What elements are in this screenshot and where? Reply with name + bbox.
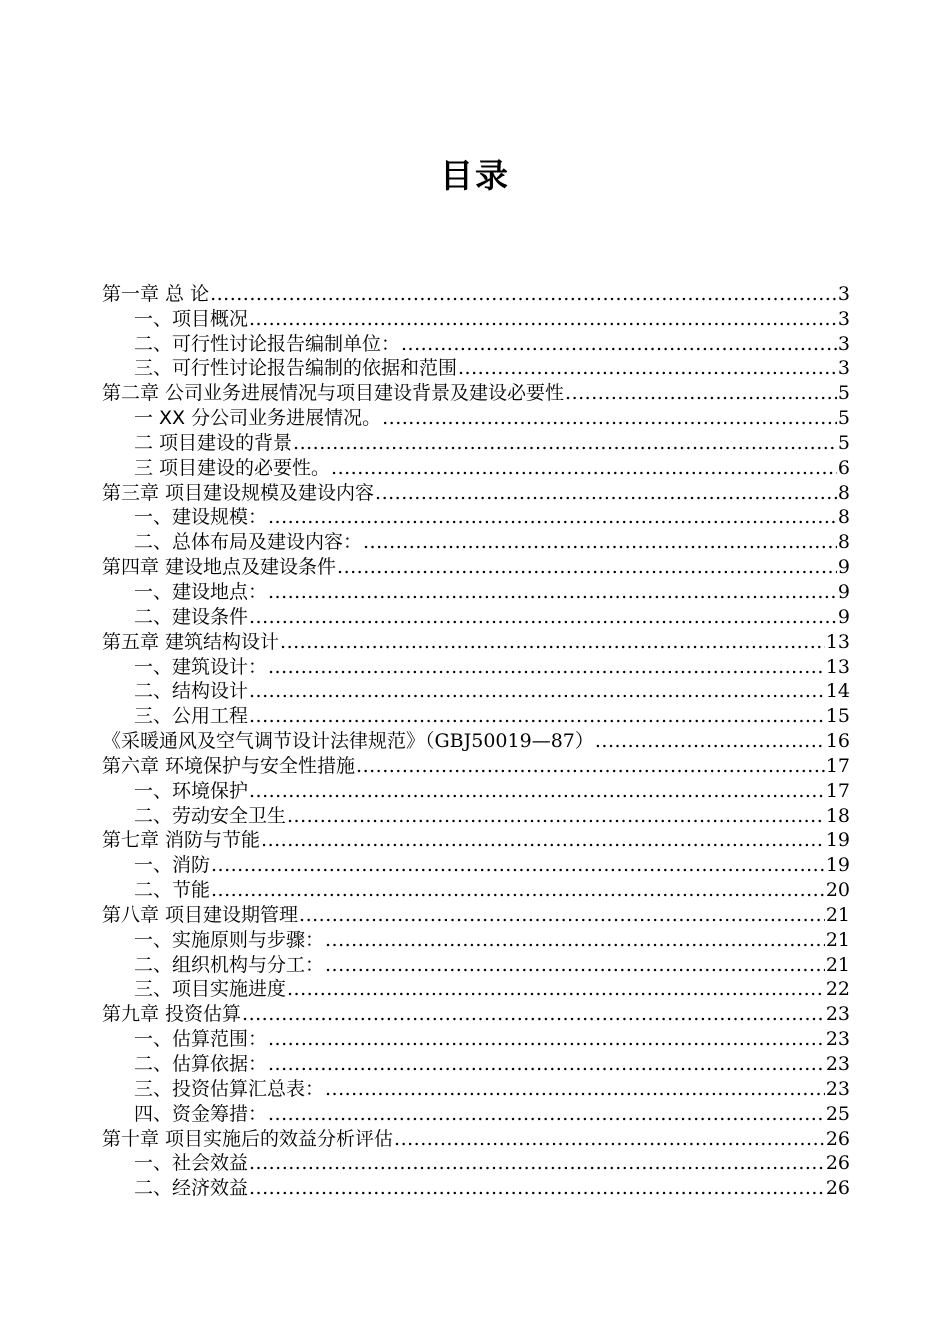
toc-entry-label: 三、投资估算汇总表：	[134, 1077, 325, 1100]
toc-entry-page-number: 19	[825, 829, 850, 852]
toc-entry-page-number: 8	[837, 481, 850, 504]
toc-entry-label: 第二章 公司业务进展情况与项目建设背景及建设必要性	[102, 382, 565, 405]
toc-chapter-entry[interactable]	[102, 901, 850, 926]
toc-entry-page-number: 17	[825, 779, 850, 802]
dot-leader	[242, 1003, 825, 1025]
toc-section-entry[interactable]	[102, 603, 850, 628]
dot-leader	[337, 556, 837, 578]
toc-entry-label: 第七章 消防与节能	[102, 829, 261, 852]
dot-leader	[325, 954, 825, 976]
toc-chapter-entry[interactable]	[102, 1125, 850, 1150]
toc-entry-label: 《采暖通风及空气调节设计法律规范》（GBJ50019—87）	[102, 730, 594, 753]
toc-entry-page-number: 8	[837, 506, 850, 529]
toc-entry-label: 第八章 项目建设期管理	[102, 903, 299, 926]
toc-entry-page-number: 17	[825, 754, 850, 777]
toc-entry-page-number: 14	[825, 680, 850, 703]
dot-leader	[293, 432, 837, 454]
toc-entry-label: 一、建设规模：	[134, 506, 268, 529]
toc-section-entry[interactable]	[102, 653, 850, 678]
toc-section-entry[interactable]	[102, 528, 850, 553]
toc-entry-page-number: 23	[825, 1077, 850, 1100]
toc-entry-page-number: 5	[837, 382, 850, 405]
toc-entry-label: 二、总体布局及建设内容：	[134, 531, 363, 554]
toc-entry-page-number: 25	[825, 1102, 850, 1125]
toc-entry-label: 二、估算依据：	[134, 1053, 268, 1075]
toc-section-entry[interactable]	[102, 330, 850, 355]
dot-leader	[261, 829, 825, 851]
toc-section-entry[interactable]	[102, 429, 850, 454]
dot-leader	[280, 631, 825, 653]
toc-entry-label: 第六章 环境保护与安全性措施	[102, 754, 356, 777]
dot-leader	[268, 506, 837, 528]
toc-entry-label: 第四章 建设地点及建设条件	[102, 556, 337, 579]
toc-section-entry[interactable]	[102, 1025, 850, 1050]
dot-leader	[356, 755, 825, 777]
toc-entry-label: 第一章 总 论	[102, 282, 210, 305]
dot-leader	[287, 978, 825, 1000]
toc-chapter-entry[interactable]	[102, 553, 850, 578]
toc-entry-page-number: 3	[837, 282, 850, 305]
toc-entry-page-number: 21	[825, 903, 850, 926]
toc-entry-label: 第三章 项目建设规模及建设内容	[102, 481, 375, 504]
toc-entry-page-number: 23	[825, 1003, 850, 1026]
toc-entry-page-number: 3	[837, 357, 850, 380]
toc-section-entry[interactable]	[102, 1174, 850, 1199]
toc-section-entry[interactable]	[102, 926, 850, 951]
toc-entry-label: 一、建设地点：	[134, 580, 268, 603]
toc-entry-page-number: 6	[837, 456, 850, 479]
dot-leader	[249, 705, 825, 727]
toc-chapter-entry[interactable]	[102, 752, 850, 777]
dot-leader	[268, 656, 825, 678]
toc-entry-label: 二、结构设计	[134, 680, 249, 703]
toc-section-entry[interactable]	[102, 454, 850, 479]
dot-leader	[249, 606, 837, 628]
toc-entry-page-number: 13	[825, 630, 850, 653]
toc-entry-label: 四、资金筹措：	[134, 1102, 268, 1125]
toc-section-entry[interactable]	[102, 976, 850, 1001]
toc-entry-label: 三、公用工程	[134, 705, 249, 728]
dot-leader	[401, 333, 837, 355]
toc-entry-label: 二、劳动安全卫生	[134, 804, 287, 827]
toc-section-entry[interactable]	[102, 777, 850, 802]
toc-entry-page-number: 13	[825, 655, 850, 678]
toc-entry-page-number: 23	[825, 1053, 850, 1075]
toc-entry-label: 一、实施原则与步骤：	[134, 928, 325, 951]
toc-entry-page-number: 15	[825, 705, 850, 728]
dot-leader	[325, 929, 825, 951]
toc-chapter-entry[interactable]	[102, 1000, 850, 1025]
toc-entry-page-number: 3	[837, 332, 850, 355]
dot-leader	[211, 854, 825, 876]
toc-section-entry[interactable]	[102, 578, 850, 603]
toc-chapter-entry[interactable]	[102, 379, 850, 404]
toc-section-entry[interactable]	[102, 1150, 850, 1175]
toc-entry-page-number: 18	[825, 804, 850, 827]
toc-entry-page-number: 5	[837, 431, 850, 454]
toc-section-entry[interactable]	[102, 851, 850, 876]
toc-section-entry[interactable]	[102, 876, 850, 901]
toc-entry-page-number: 9	[837, 580, 850, 603]
toc-section-entry[interactable]	[102, 1050, 850, 1075]
toc-entry-label: 二、经济效益	[134, 1177, 249, 1200]
toc-entry-label: 一、项目概况	[134, 307, 249, 330]
dot-leader	[249, 1152, 825, 1174]
dot-leader	[299, 904, 825, 926]
toc-entry-label: 三 项目建设的必要性。	[134, 456, 331, 479]
toc-entry-page-number: 21	[825, 928, 850, 951]
dot-leader	[268, 1103, 825, 1125]
toc-entry-page-number: 3	[837, 307, 850, 330]
toc-section-entry[interactable]	[102, 1075, 850, 1100]
dot-leader	[268, 1053, 825, 1075]
dot-leader	[287, 805, 825, 827]
toc-section-entry[interactable]	[102, 1100, 850, 1125]
toc-chapter-entry[interactable]	[102, 280, 850, 305]
toc-section-entry[interactable]	[102, 355, 850, 380]
toc-chapter-entry[interactable]	[102, 727, 850, 752]
toc-section-entry[interactable]	[102, 702, 850, 727]
toc-entry-label: 二、节能	[134, 879, 211, 902]
toc-section-entry[interactable]	[102, 305, 850, 330]
toc-entry-label: 一 XX 分公司业务进展情况。	[134, 407, 382, 430]
toc-entry-page-number: 26	[825, 1152, 850, 1175]
dot-leader	[375, 482, 837, 504]
table-of-contents	[102, 280, 850, 1199]
dot-leader	[249, 1177, 825, 1199]
toc-entry-label: 三、可行性讨论报告编制的依据和范围	[134, 357, 458, 380]
toc-chapter-entry[interactable]	[102, 827, 850, 852]
toc-entry-page-number: 8	[837, 531, 850, 554]
toc-section-entry[interactable]	[102, 404, 850, 429]
toc-section-entry[interactable]	[102, 951, 850, 976]
toc-entry-page-number: 26	[825, 1127, 850, 1150]
toc-entry-page-number: 26	[825, 1177, 850, 1200]
toc-entry-label: 二、建设条件	[134, 605, 249, 628]
toc-entry-label: 一、建筑设计：	[134, 655, 268, 678]
toc-entry-label: 第五章 建筑结构设计	[102, 630, 280, 653]
toc-chapter-entry[interactable]	[102, 628, 850, 653]
dot-leader	[210, 283, 837, 305]
toc-entry-label: 第十章 项目实施后的效益分析评估	[102, 1127, 394, 1150]
dot-leader	[331, 457, 837, 479]
toc-entry-page-number: 9	[837, 605, 850, 628]
toc-entry-page-number: 19	[825, 854, 850, 877]
toc-entry-page-number: 9	[837, 556, 850, 579]
dot-leader	[268, 581, 837, 603]
toc-entry-page-number: 16	[825, 730, 850, 753]
toc-entry-page-number: 5	[837, 407, 850, 430]
dot-leader	[268, 1028, 825, 1050]
toc-entry-page-number: 23	[825, 1028, 850, 1051]
toc-entry-page-number: 20	[825, 879, 850, 902]
toc-entry-label: 一、消防	[134, 854, 211, 877]
dot-leader	[382, 407, 837, 429]
toc-entry-label: 一、社会效益	[134, 1152, 249, 1175]
dot-leader	[595, 730, 825, 752]
toc-chapter-entry[interactable]	[102, 479, 850, 504]
toc-section-entry[interactable]	[102, 504, 850, 529]
toc-entry-page-number: 21	[825, 953, 850, 976]
dot-leader	[325, 1078, 825, 1100]
dot-leader	[565, 382, 837, 404]
toc-section-entry[interactable]	[102, 678, 850, 703]
toc-entry-label: 一、估算范围：	[134, 1028, 268, 1051]
toc-entry-label: 二、组织机构与分工：	[134, 953, 325, 976]
dot-leader	[394, 1128, 825, 1150]
toc-entry-label: 二、可行性讨论报告编制单位：	[134, 332, 401, 355]
dot-leader	[249, 308, 837, 330]
toc-entry-label: 二 项目建设的背景	[134, 431, 293, 454]
dot-leader	[249, 780, 825, 802]
document-title: 目录	[440, 156, 510, 195]
toc-entry-label: 第九章 投资估算	[102, 1003, 242, 1026]
toc-entry-label: 三、项目实施进度	[134, 978, 287, 1001]
dot-leader	[363, 531, 837, 553]
toc-entry-label: 一、环境保护	[134, 779, 249, 802]
dot-leader	[458, 357, 837, 379]
dot-leader	[249, 680, 825, 702]
dot-leader	[211, 879, 825, 901]
toc-entry-page-number: 22	[825, 978, 850, 1001]
toc-section-entry[interactable]	[102, 802, 850, 827]
